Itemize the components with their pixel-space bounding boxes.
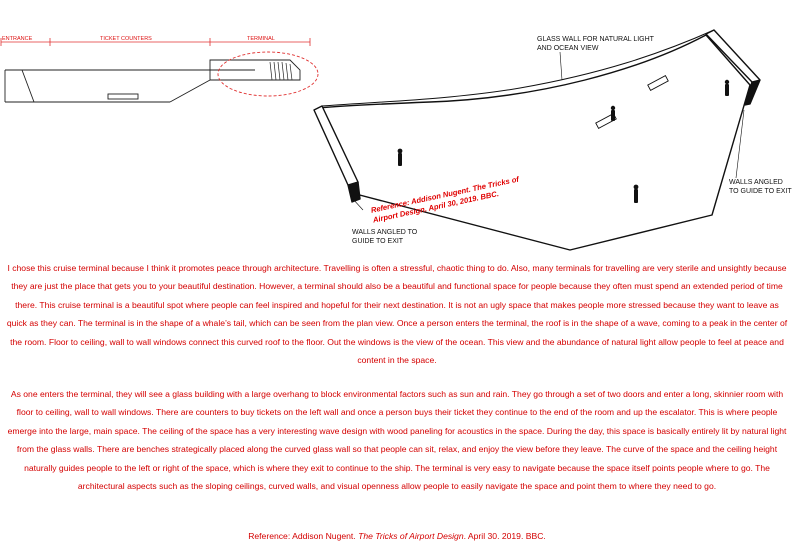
ticket-counters-label: TICKET COUNTERS: [100, 36, 152, 42]
image-reference: Reference: Addison Nugent. The Tricks of Airport Design. April 30, 2019. BBC.: [370, 174, 520, 225]
section-drawing: [0, 30, 320, 130]
reference-line: [4, 527, 790, 545]
walls-angled-left-callout: WALLS ANGLED TO GUIDE TO EXIT: [352, 229, 418, 245]
reference-title: The Tricks of Airport Design: [358, 531, 464, 541]
reference-prefix: Reference: Addison Nugent.: [248, 531, 359, 541]
glass-wall-callout: GLASS WALL FOR NATURAL LIGHT AND OCEAN VIEW: [537, 36, 654, 52]
entrance-label: ENTRANCE: [2, 36, 33, 42]
walls-angled-right-callout: WALLS ANGLED TO GUIDE TO EXIT: [729, 179, 792, 195]
reference-suffix: . April 30. 2019. BBC.: [463, 531, 546, 541]
terminal-label: TERMINAL: [247, 36, 275, 42]
paragraph-2: As one enters the terminal, they will see a glass building with a large overhang to block environmental factors such as sun and rain. They go through a set of two doors and enter a long, skinnier room with floor to ceiling, wall to wall windows. There are counters to buy tickets on the left wall and once a person buys their ticket they continue to the end of the room and up the escalator. This is where people emerge into the large, main space. The ceiling of the space has a very interesting wave design with wood paneling for acoustics in the space. During the day, this space is basically entirely lit by natural light from the glass walls. There are benches strategically placed along the curved glass wall so that people can sit, relax, and enjoy the view before they leave. The curve of the space and the ceiling height naturally guides people to the left or right of the space, which is where they exit to continue to the ship. The terminal is very easy to navigate because the space itself points people where to go. The architectural aspects such as the sloping ceilings, curved walls, and visual openness allow people to easily navigate the space and point them to where they need to go.: [7, 389, 787, 492]
paragraph-1: I chose this cruise terminal because I think it promotes peace through architecture. Travelling is often a stressful, chaotic thing to do. Also, many terminals for travelling are very sterile and unsightly because they are just the place that gets you to your beautiful destination. However, a terminal should also be a beautiful and functional space for people because they often must spend an extended period of time there. This cruise terminal is a beautiful spot where people can feel inspired and hopeful for their next destination. It is not an ugly space that makes people more stressed because they want to leave as quick as they can. The terminal is in the shape of a whale’s tail, which can be seen from the plan view. Once a person enters the terminal, the roof is in the shape of a wave, coming to a peak in the center of the room. Floor to ceiling, wall to wall windows connect this curved roof to the floor. Out the windows is the view of the ocean. This view and the abundance of natural light allow people to feel at peace and content in the space.: [6, 263, 788, 366]
